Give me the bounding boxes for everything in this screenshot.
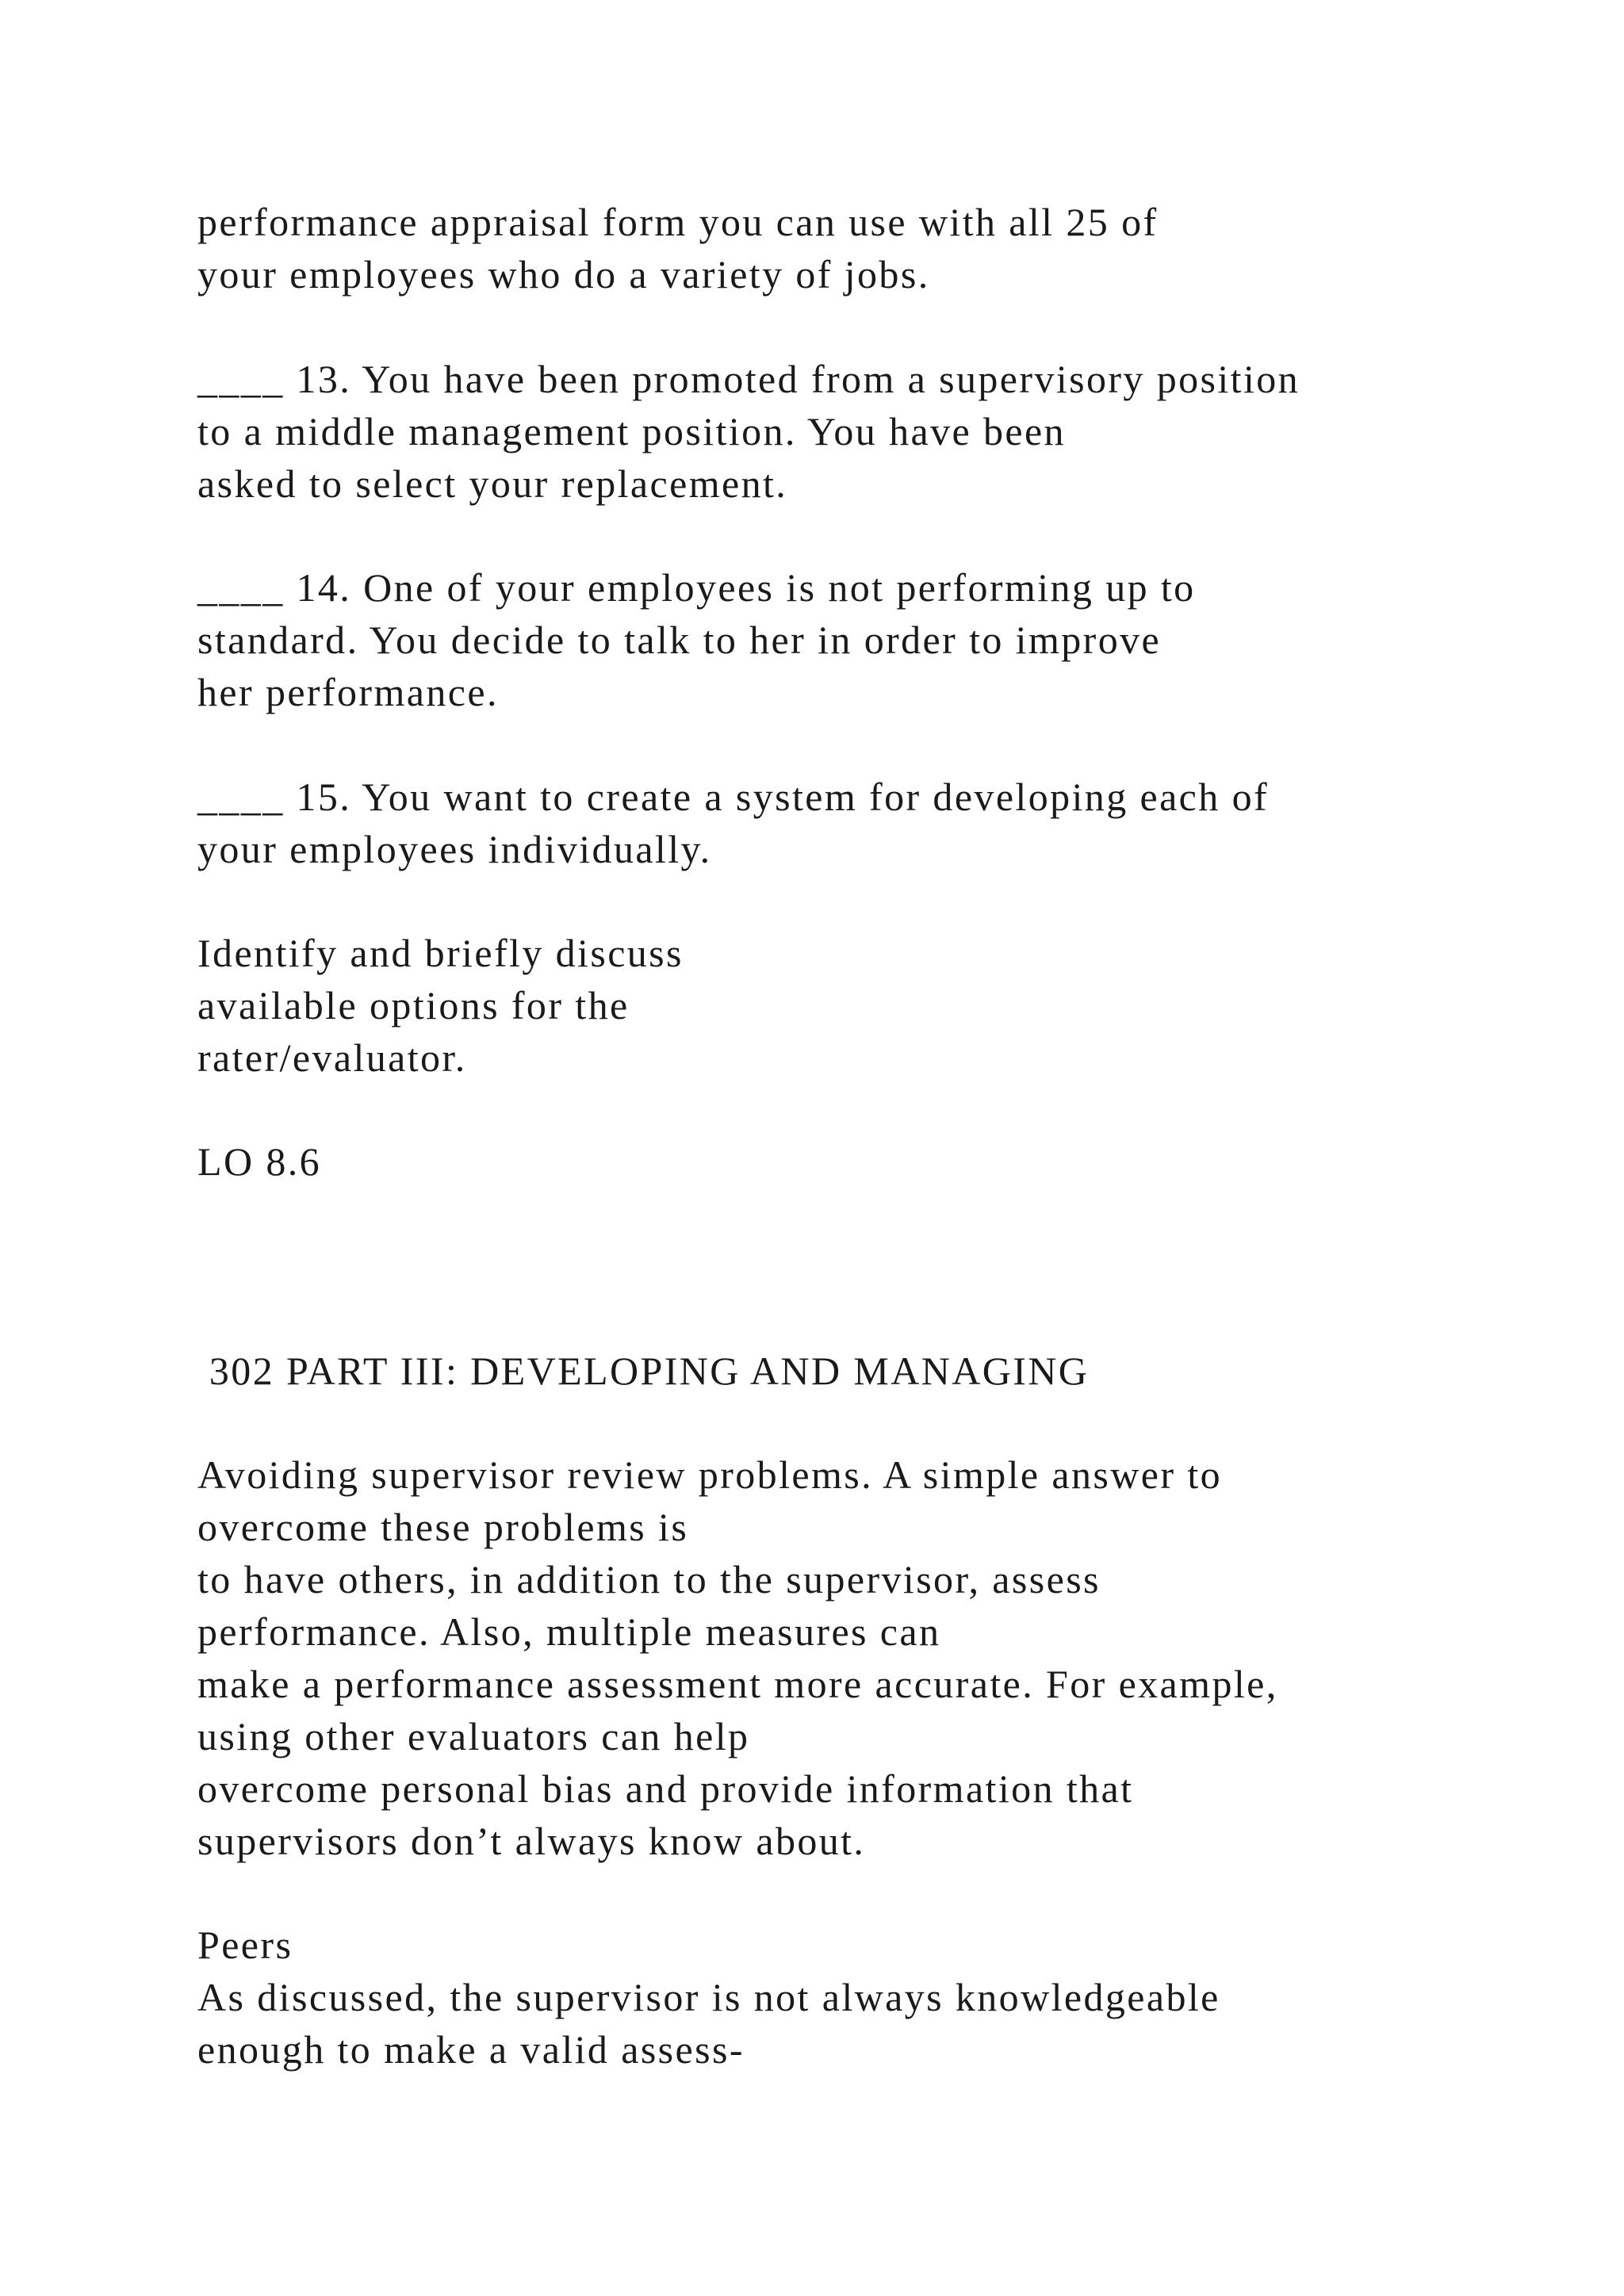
question-15-line-2: your employees individually. [197,827,712,871]
peers-line-1: As discussed, the supervisor is not always knowledgeable [197,1975,1220,2019]
question-14-line-1: ____ 14. One of your employees is not performing up to [197,565,1196,610]
question-14-line-3: her performance. [197,670,499,714]
text-line-2: your employees who do a variety of jobs. [197,252,930,297]
margin-note-line-3: rater/evaluator. [197,1035,467,1080]
section-heading-peers: Peers [197,1923,293,1967]
paragraph-line-6: using other evaluators can help [197,1714,750,1758]
question-15-line-1: ____ 15. You want to create a system for developing each of [197,775,1270,819]
paragraph-line-7: overcome personal bias and provide information that [197,1766,1134,1811]
question-14-line-2: standard. You decide to talk to her in order to improve [197,618,1162,662]
question-13-line-1: ____ 13. You have been promoted from a supervisory position [197,357,1300,401]
peers-line-2: enough to make a valid assess- [197,2027,745,2072]
question-13-line-3: asked to select your replacement. [197,461,788,506]
learning-objective-label: LO 8.6 [197,1139,322,1184]
paragraph-line-2: overcome these problems is [197,1505,689,1549]
paragraph-line-3: to have others, in addition to the supervisor, assess [197,1557,1101,1601]
text-line-1: performance appraisal form you can use with all 25 of [197,200,1159,244]
question-13-line-2: to a middle management position. You have been [197,409,1066,453]
paragraph-line-1: Avoiding supervisor review problems. A simple answer to [197,1452,1223,1497]
paragraph-line-4: performance. Also, multiple measures can [197,1609,941,1654]
margin-note-line-1: Identify and briefly discuss [197,931,684,975]
paragraph-line-5: make a performance assessment more accurate. For example, [197,1662,1278,1706]
paragraph-line-8: supervisors don’t always know about. [197,1819,866,1863]
page-header: 302 PART III: DEVELOPING AND MANAGING [197,1349,1090,1393]
margin-note-line-2: available options for the [197,983,630,1027]
